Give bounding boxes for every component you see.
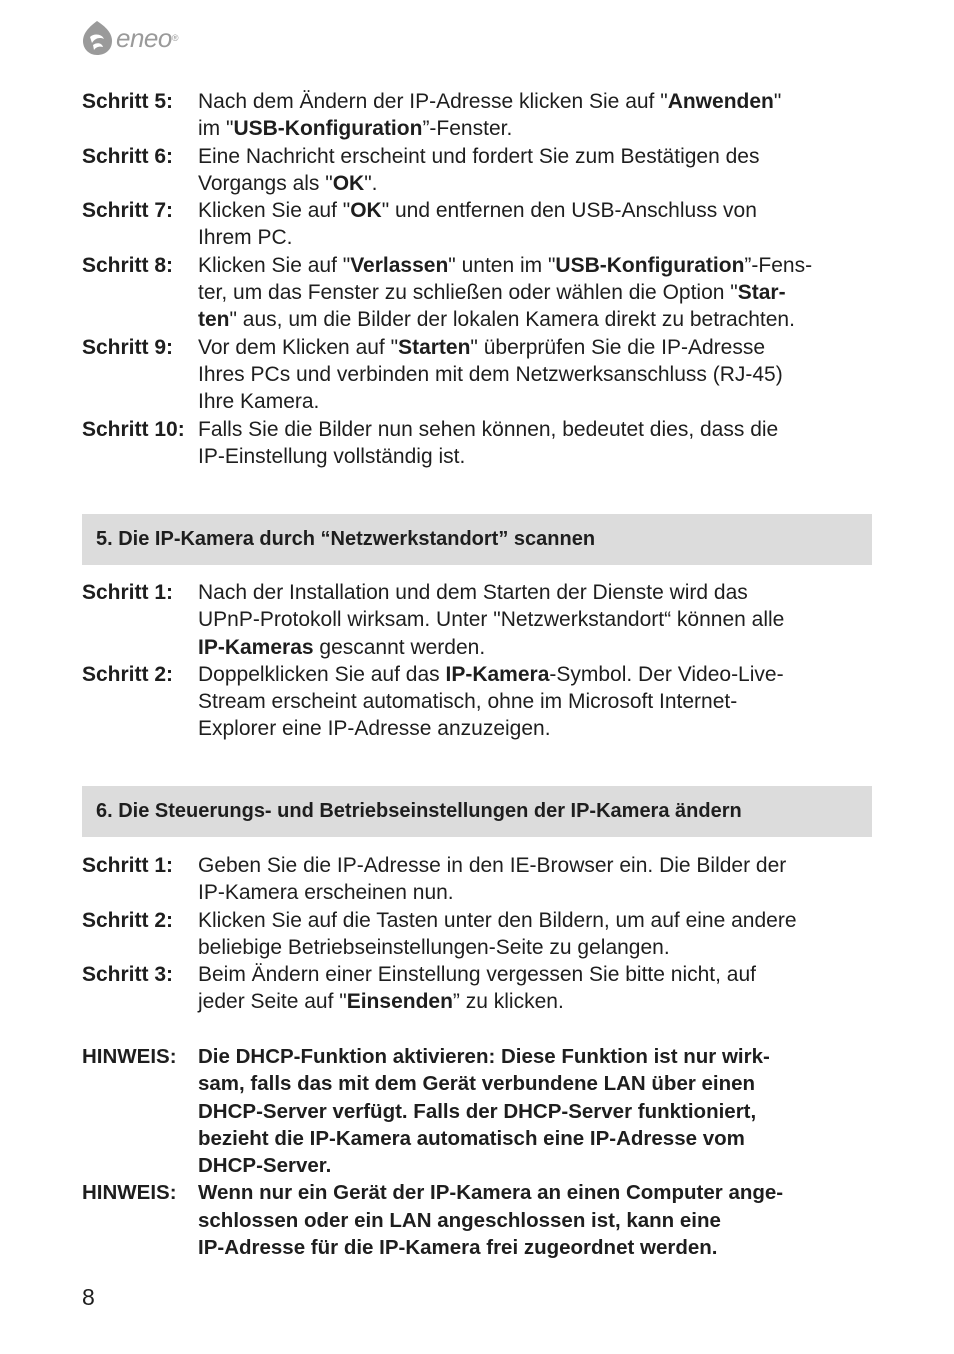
step-row — [82, 88, 872, 143]
note-line: DHCP-Server verfügt. Falls der DHCP-Server funktioniert, — [198, 1099, 757, 1123]
step-line — [198, 934, 872, 961]
steps-list-section-6 — [82, 852, 872, 1016]
step-text — [198, 334, 872, 416]
step-text — [198, 961, 872, 1016]
text-run: " und entfernen den USB-Anschluss von — [381, 199, 757, 223]
step-line — [198, 224, 872, 251]
step-text — [198, 852, 872, 907]
step-line — [198, 279, 872, 306]
step-line — [198, 197, 872, 224]
text-run: Ihrem PC. — [198, 226, 293, 250]
text-run: Vorgangs als " — [198, 171, 333, 195]
step-row — [82, 579, 872, 661]
step-label: Schritt 6: — [82, 144, 174, 168]
step-row — [82, 661, 872, 743]
step-line — [198, 579, 872, 606]
step-text — [198, 661, 872, 743]
step-line — [198, 334, 872, 361]
step-label: Schritt 7: — [82, 199, 174, 223]
step-text — [198, 907, 872, 962]
step-line — [198, 907, 872, 934]
step-label: Schritt 2: — [82, 908, 174, 932]
step-row — [82, 852, 872, 907]
text-run: " — [773, 90, 782, 113]
step-text — [198, 143, 872, 198]
section-title: 6. Die Steuerungs- und Betriebseinstellungen der IP-Kamera ändern — [96, 800, 742, 822]
bold-term: ten — [198, 308, 230, 332]
step-line — [198, 115, 872, 142]
step-row — [82, 416, 872, 471]
text-run: ”-Fens- — [744, 253, 813, 277]
step-label: Schritt 3: — [82, 963, 174, 987]
text-run: Doppelklicken Sie auf das — [198, 662, 446, 686]
text-run: gescannt werden. — [313, 635, 486, 659]
notes-list — [82, 1043, 872, 1261]
text-run: Nach der Installation und dem Starten der Dienste wird das — [198, 581, 748, 604]
steps-list-section-5 — [82, 579, 872, 743]
step-label: Schritt 5: — [82, 90, 174, 113]
bold-term: Verlassen — [350, 253, 449, 277]
step-text — [198, 416, 872, 471]
brand-logo — [80, 16, 178, 60]
logo-wordmark: eneo — [116, 22, 172, 53]
text-run: Vor dem Klicken auf " — [198, 335, 399, 359]
step-row — [82, 197, 872, 252]
bold-term: IP-Kameras — [198, 635, 314, 659]
note-line: Wenn nur ein Gerät der IP-Kamera an einen Computer ange- — [198, 1181, 784, 1205]
bold-term: OK — [332, 171, 365, 195]
step-text — [198, 252, 872, 334]
text-run: Eine Nachricht erscheint und fordert Sie zum Bestätigen des — [198, 144, 760, 168]
text-run: ". — [364, 171, 378, 195]
text-run: Explorer eine IP-Adresse anzuzeigen. — [198, 717, 551, 741]
text-run: " aus, um die Bilder der lokalen Kamera direkt zu betrachten. — [229, 308, 795, 332]
text-run: im " — [198, 117, 234, 141]
bold-term: Starten — [398, 335, 471, 359]
step-line — [198, 961, 872, 988]
step-label: Schritt 10: — [82, 417, 185, 441]
note-label: HINWEIS: — [82, 1181, 177, 1205]
bold-term: IP-Kamera — [445, 662, 550, 686]
step-line — [198, 688, 872, 715]
step-line — [198, 634, 872, 661]
step-line — [198, 661, 872, 688]
step-row — [82, 961, 872, 1016]
step-label: Schritt 2: — [82, 662, 174, 686]
step-line — [198, 388, 872, 415]
step-line — [198, 361, 872, 388]
note-line: schlossen oder ein LAN angeschlossen ist, kann eine — [198, 1208, 721, 1232]
text-run: -Symbol. Der Video-Live- — [549, 662, 784, 686]
text-run: IP-Kamera erscheinen nun. — [198, 881, 454, 905]
text-run: Falls Sie die Bilder nun sehen können, bedeutet dies, dass die — [198, 417, 779, 441]
step-text — [198, 197, 872, 252]
step-line — [198, 252, 872, 279]
step-text — [198, 88, 872, 143]
text-run: Klicken Sie auf " — [198, 199, 351, 223]
step-row — [82, 252, 872, 334]
text-run: Ihres PCs und verbinden mit dem Netzwerksanschluss (RJ-45) — [198, 362, 783, 386]
text-run: beliebige Betriebseinstellungen-Seite zu gelangen. — [198, 935, 670, 959]
note-line: DHCP-Server. — [198, 1154, 332, 1178]
note-line: bezieht die IP-Kamera automatisch eine IP-Adresse vom — [198, 1126, 745, 1150]
section-header-6 — [82, 786, 872, 837]
step-line — [198, 988, 872, 1015]
note-label: HINWEIS: — [82, 1045, 177, 1068]
step-line — [198, 443, 872, 470]
text-run: Klicken Sie auf die Tasten unter den Bildern, um auf eine andere — [198, 908, 797, 932]
bold-term: OK — [350, 199, 382, 223]
note-row — [82, 1179, 872, 1261]
text-run: " unten im " — [448, 253, 556, 277]
text-run: IP-Einstellung vollständig ist. — [198, 444, 466, 468]
step-line — [198, 852, 872, 879]
step-row — [82, 907, 872, 962]
text-run: Geben Sie die IP-Adresse in den IE-Browser ein. Die Bilder der — [198, 854, 787, 877]
step-label: Schritt 8: — [82, 253, 174, 277]
step-line — [198, 416, 872, 443]
step-text — [198, 579, 872, 661]
bold-term: Star- — [737, 281, 786, 305]
text-run: Ihre Kamera. — [198, 390, 320, 414]
step-label: Schritt 1: — [82, 581, 174, 604]
step-line — [198, 306, 872, 333]
text-run: Nach dem Ändern der IP-Adresse klicken Sie auf " — [198, 90, 668, 113]
eneo-drop-logo-icon — [80, 19, 114, 57]
text-run: jeder Seite auf " — [198, 990, 347, 1014]
bold-term: USB-Konfiguration — [555, 253, 745, 277]
step-line — [198, 88, 872, 115]
step-label: Schritt 1: — [82, 854, 174, 877]
text-run: ” zu klicken. — [452, 990, 564, 1014]
text-run: UPnP-Protokoll wirksam. Unter "Netzwerkstandort“ können alle — [198, 608, 785, 632]
text-run: Klicken Sie auf " — [198, 253, 351, 277]
bold-term: USB-Konfiguration — [233, 117, 423, 141]
step-line — [198, 170, 872, 197]
step-line — [198, 715, 872, 742]
note-line: IP-Adresse für die IP-Kamera frei zugeordnet werden. — [198, 1236, 718, 1260]
step-line — [198, 143, 872, 170]
text-run: Beim Ändern einer Einstellung vergessen Sie bitte nicht, auf — [198, 963, 756, 987]
step-label: Schritt 9: — [82, 335, 174, 359]
note-text — [198, 1179, 872, 1261]
note-line: Die DHCP-Funktion aktivieren: Diese Funktion ist nur wirk- — [198, 1045, 770, 1068]
bold-term: Anwenden — [667, 90, 774, 113]
text-run: Stream erscheint automatisch, ohne im Microsoft Internet- — [198, 690, 738, 714]
note-row — [82, 1043, 872, 1179]
text-run: " überprüfen Sie die IP-Adresse — [470, 335, 766, 359]
step-line — [198, 606, 872, 633]
section-title: 5. Die IP-Kamera durch “Netzwerkstandort” scannen — [96, 528, 596, 550]
section-header-5 — [82, 514, 872, 565]
step-line — [198, 879, 872, 906]
step-row — [82, 143, 872, 198]
text-run: ”-Fenster. — [422, 117, 513, 141]
registered-mark: ® — [171, 33, 179, 43]
page-number: 8 — [82, 1284, 95, 1310]
steps-list-top — [82, 88, 872, 470]
step-row — [82, 334, 872, 416]
bold-term: Einsenden — [346, 990, 453, 1014]
note-line: sam, falls das mit dem Gerät verbundene LAN über einen — [198, 1072, 756, 1096]
text-run: ter, um das Fenster zu schließen oder wählen die Option " — [198, 281, 738, 305]
note-text — [198, 1043, 872, 1179]
